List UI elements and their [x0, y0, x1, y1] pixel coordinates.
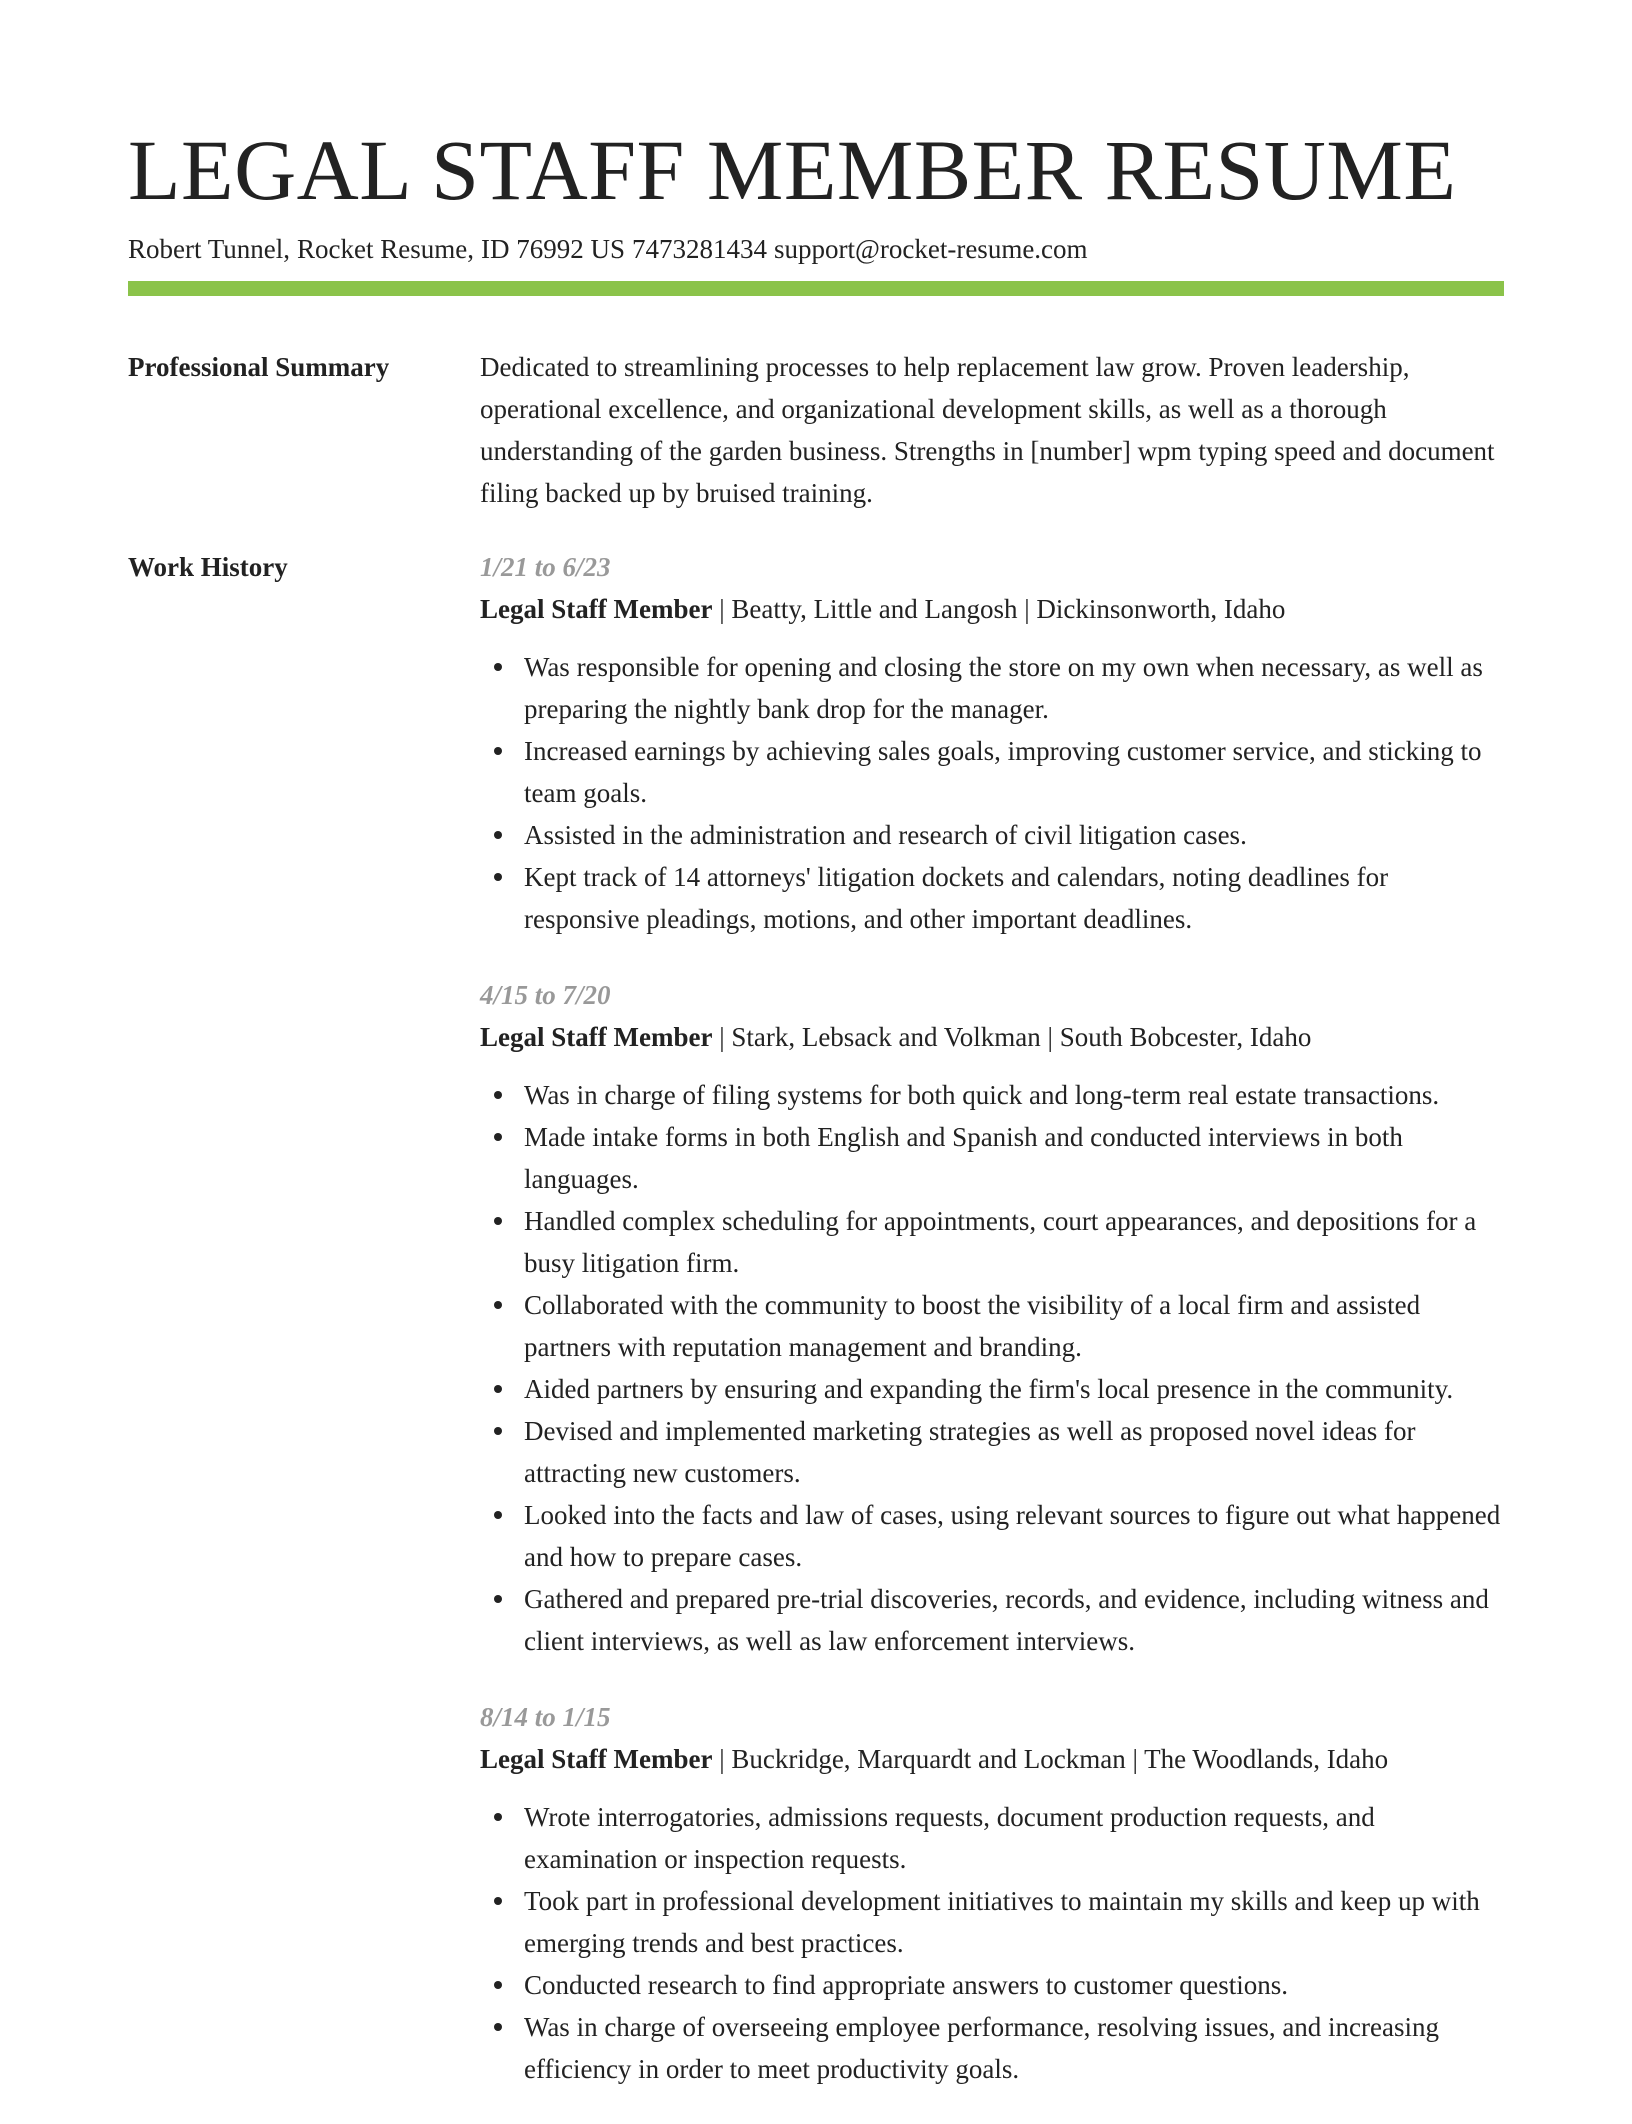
job-title: Legal Staff Member: [480, 1744, 713, 1774]
job-bullet: Was in charge of filing systems for both quick and long-term real estate transactions.: [480, 1074, 1504, 1116]
job-entry: [480, 1696, 1504, 2090]
job-bullet: Assisted in the administration and research of civil litigation cases.: [480, 814, 1504, 856]
job-bullet: Conducted research to find appropriate answers to customer questions.: [480, 1964, 1504, 2006]
contact-company: Rocket Resume,: [297, 234, 474, 264]
resume-title: LEGAL STAFF MEMBER RESUME: [128, 122, 1457, 218]
resume-page: [128, 0, 1504, 2124]
job-entry: [480, 546, 1504, 940]
accent-divider: [128, 281, 1504, 296]
contact-line: [128, 232, 1504, 266]
job-details: | Beatty, Little and Langosh | Dickinsonworth, Idaho: [712, 594, 1286, 624]
job-bullet: Kept track of 14 attorneys' litigation dockets and calendars, noting deadlines for responsive pleadings, motions, and other important deadlines.: [480, 856, 1504, 940]
section-label-work-history: Work History: [128, 552, 288, 582]
job-bullet: Increased earnings by achieving sales goals, improving customer service, and sticking to team goals.: [480, 730, 1504, 814]
job-details: | Stark, Lebsack and Volkman | South Bobcester, Idaho: [712, 1022, 1312, 1052]
job-bullet: Made intake forms in both English and Spanish and conducted interviews in both languages.: [480, 1116, 1504, 1200]
job-bullet: Handled complex scheduling for appointments, court appearances, and depositions for a busy litigation firm.: [480, 1200, 1504, 1284]
job-bullet: Devised and implemented marketing strategies as well as proposed novel ideas for attracting new customers.: [480, 1410, 1504, 1494]
contact-phone: 7473281434: [632, 234, 768, 264]
contact-email: support@rocket-resume.com: [774, 234, 1088, 264]
job-entry: [480, 974, 1504, 1662]
job-bullet: Took part in professional development initiatives to maintain my skills and keep up with emerging trends and best practices.: [480, 1880, 1504, 1964]
summary-body: [480, 346, 1504, 514]
job-dates: 8/14 to 1/15: [480, 1702, 611, 1732]
job-bullets: [480, 646, 1504, 940]
summary-text: Dedicated to streamlining processes to help replacement law grow. Proven leadership, operational excellence, and organizational development skills, as well as a thorough understanding of the garden business. Strengths in [number] wpm typing speed and document filing backed up by bruised training.: [480, 352, 1495, 508]
job-bullet: Gathered and prepared pre-trial discoveries, records, and evidence, including witness and client interviews, as well as law enforcement interviews.: [480, 1578, 1504, 1662]
job-title: Legal Staff Member: [480, 594, 713, 624]
job-bullets: [480, 1796, 1504, 2090]
job-bullet: Was responsible for opening and closing the store on my own when necessary, as well as preparing the nightly bank drop for the manager.: [480, 646, 1504, 730]
section-label-summary: Professional Summary: [128, 352, 390, 382]
job-bullet: Was in charge of overseeing employee performance, resolving issues, and increasing efficiency in order to meet productivity goals.: [480, 2006, 1504, 2090]
job-bullet: Collaborated with the community to boost the visibility of a local firm and assisted partners with reputation management and branding.: [480, 1284, 1504, 1368]
job-header: [480, 1738, 1504, 1780]
job-bullet: Looked into the facts and law of cases, using relevant sources to figure out what happened and how to prepare cases.: [480, 1494, 1504, 1578]
work-history-section: [128, 546, 1504, 2124]
professional-summary-section: [128, 346, 1504, 514]
job-bullets: [480, 1074, 1504, 1662]
job-bullet: Wrote interrogatories, admissions requests, document production requests, and examination or inspection requests.: [480, 1796, 1504, 1880]
job-details: | Buckridge, Marquardt and Lockman | The Woodlands, Idaho: [712, 1744, 1389, 1774]
job-title: Legal Staff Member: [480, 1022, 713, 1052]
work-history-body: [480, 546, 1504, 2124]
job-dates: 1/21 to 6/23: [480, 552, 611, 582]
job-bullet: Aided partners by ensuring and expanding the firm's local presence in the community.: [480, 1368, 1504, 1410]
job-header: [480, 1016, 1504, 1058]
job-dates: 4/15 to 7/20: [480, 980, 611, 1010]
contact-name: Robert Tunnel,: [128, 234, 291, 264]
contact-location: ID 76992 US: [481, 234, 626, 264]
job-header: [480, 588, 1504, 630]
